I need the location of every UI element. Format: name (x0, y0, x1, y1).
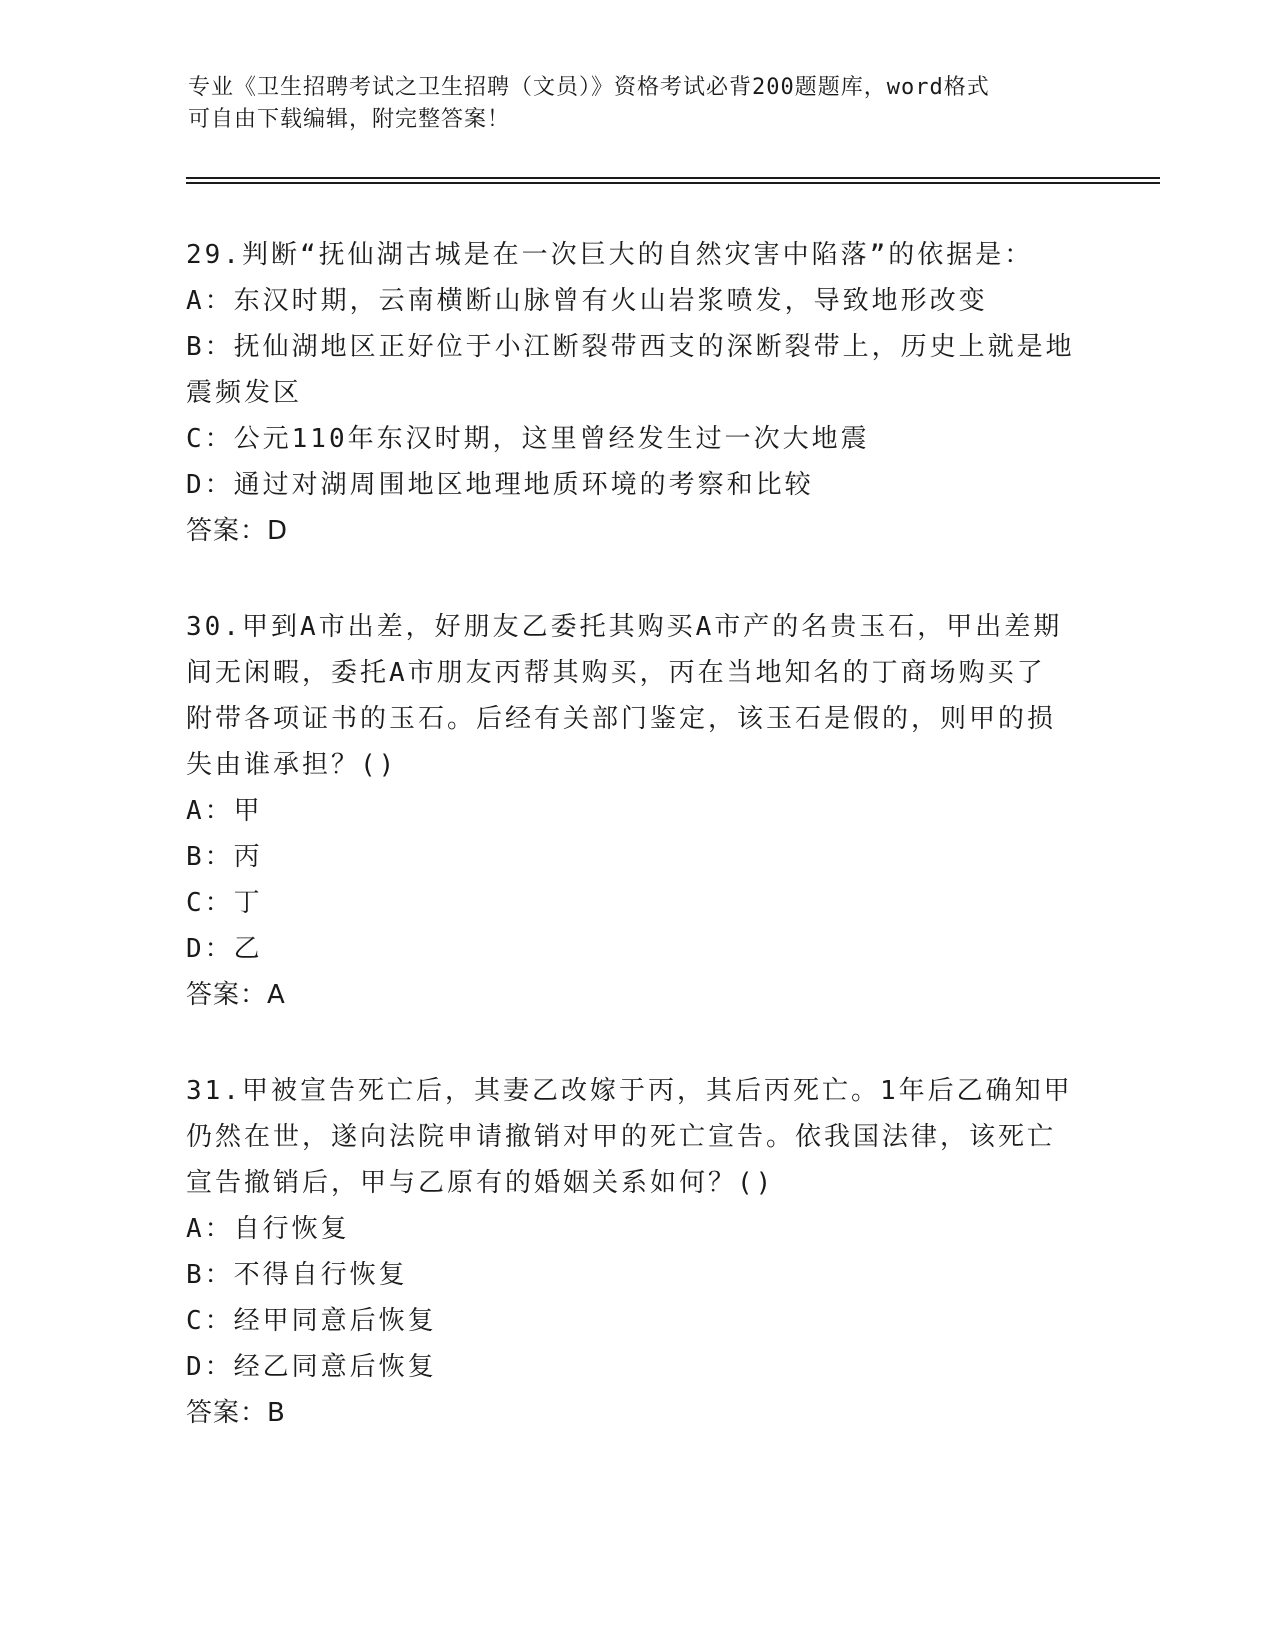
question-stem: 附带各项证书的玉石。后经有关部门鉴定，该玉石是假的，则甲的损 (186, 704, 1057, 734)
option-c: C：丁 (186, 888, 263, 918)
answer-label: 答案：A (186, 980, 286, 1010)
option-d: D：经乙同意后恢复 (186, 1352, 437, 1382)
header-line: 专业《卫生招聘考试之卫生招聘（文员）》资格考试必背200题题库，word格式 (188, 75, 990, 100)
option-a: A：甲 (186, 796, 263, 826)
question-stem: 29.判断“抚仙湖古城是在一次巨大的自然灾害中陷落”的依据是： (186, 240, 1034, 270)
answer-label: 答案：D (186, 516, 289, 546)
question-list (186, 232, 1086, 1486)
option-d: D：乙 (186, 934, 263, 964)
header-divider (186, 182, 1160, 184)
question-stem: 30.甲到A市出差，好朋友乙委托其购买A市产的名贵玉石，甲出差期 (186, 612, 1063, 642)
option-b: B：抚仙湖地区正好位于小江断裂带西支的深断裂带上，历史上就是地 (186, 332, 1075, 362)
option-b: B：丙 (186, 842, 263, 872)
question-item (186, 232, 1086, 554)
question-stem: 宣告撤销后，甲与乙原有的婚姻关系如何？() (186, 1168, 775, 1198)
question-stem: 仍然在世，遂向法院申请撤销对甲的死亡宣告。依我国法律，该死亡 (186, 1122, 1057, 1152)
question-stem: 31.甲被宣告死亡后，其妻乙改嫁于丙，其后丙死亡。1年后乙确知甲 (186, 1076, 1073, 1106)
option-b: 震频发区 (186, 378, 303, 408)
option-a: A：自行恢复 (186, 1214, 350, 1244)
header-line: 可自由下载编辑，附完整答案！ (188, 107, 511, 132)
question-stem: 间无闲暇，委托A市朋友丙帮其购买，丙在当地知名的丁商场购买了 (186, 658, 1046, 688)
document-header (188, 72, 1078, 136)
option-c: C：经甲同意后恢复 (186, 1306, 437, 1336)
question-stem: 失由谁承担？() (186, 750, 398, 780)
question-item (186, 604, 1086, 1018)
option-b: B：不得自行恢复 (186, 1260, 408, 1290)
option-a: A：东汉时期，云南横断山脉曾有火山岩浆喷发，导致地形改变 (186, 286, 988, 316)
header-divider (186, 177, 1160, 179)
option-d: D：通过对湖周围地区地理地质环境的考察和比较 (186, 470, 814, 500)
option-c: C：公元110年东汉时期，这里曾经发生过一次大地震 (186, 424, 870, 454)
question-item (186, 1068, 1086, 1436)
answer-label: 答案：B (186, 1398, 286, 1428)
